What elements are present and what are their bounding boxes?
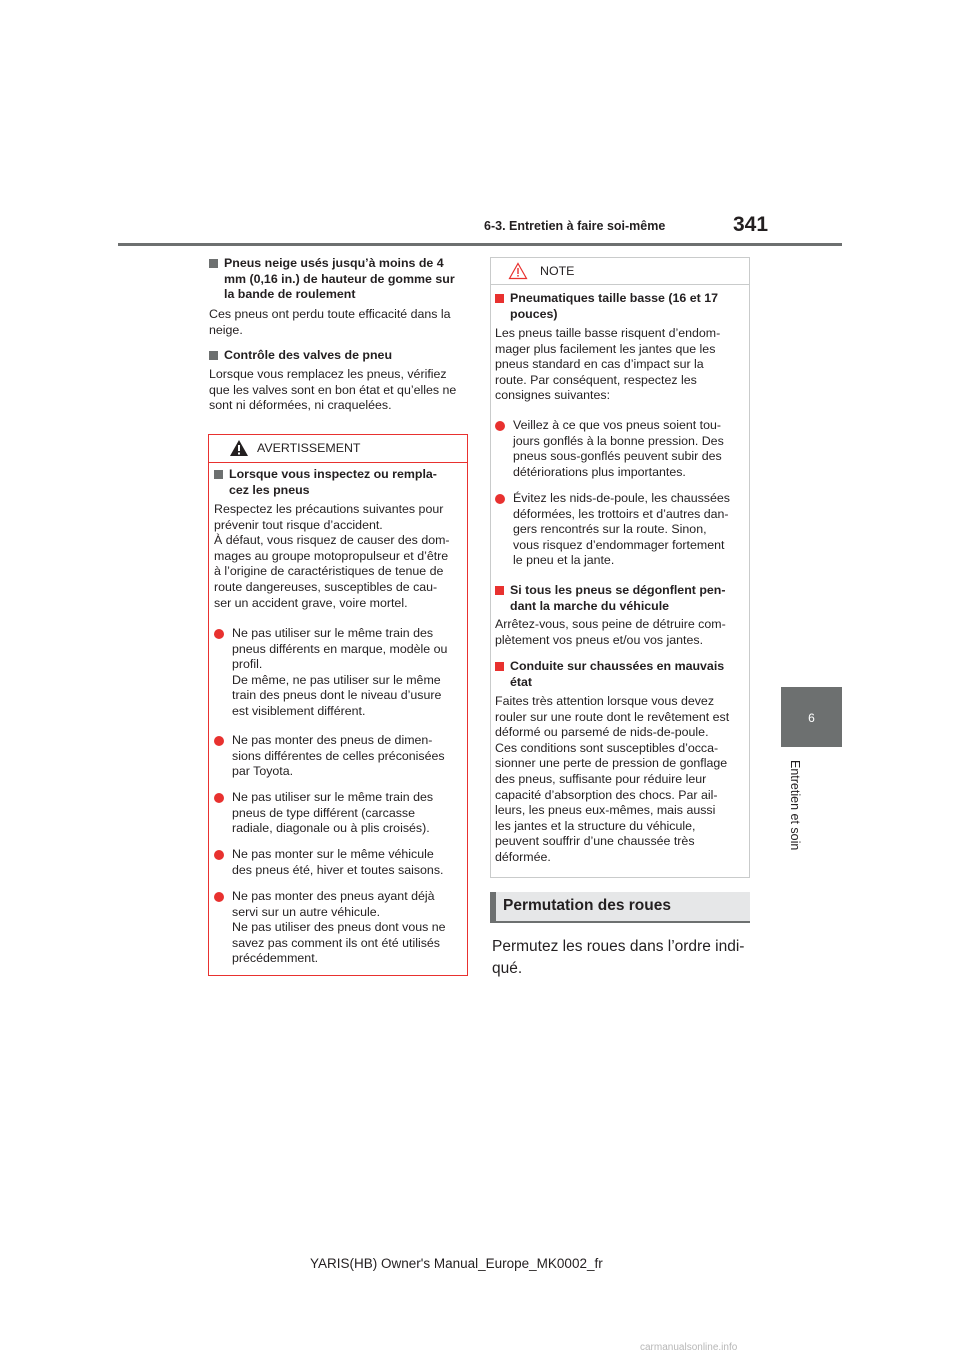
valve-check-body: Lorsque vous remplacez les pneus, vérifiez que les valves sont en bon état et qu’elles ne sont ni déformées, ni craquelées. — [209, 367, 457, 413]
warning-title-bar — [209, 435, 467, 462]
warning-separator — [209, 462, 467, 463]
warning-bullet: Ne pas monter des pneus de dimen- sions différentes de celles préconisées par Toyota. — [214, 733, 482, 780]
section-title-underline — [490, 921, 750, 923]
bullet-dot-icon — [214, 629, 224, 639]
section-heading: 6-3. Entretien à faire soi-même — [484, 219, 666, 233]
tire-wear-body: Ces pneus ont perdu toute efficacité dans la neige. — [209, 307, 451, 337]
warning-heading: Lorsque vous inspectez ou rempla- cez les pneus — [214, 467, 479, 498]
tire-wear-heading: Pneus neige usés jusqu’à moins de 4 mm (0,16 in.) de hauteur de gomme sur la bande de roulement — [209, 256, 484, 303]
chapter-tab-number: 6 — [808, 711, 815, 725]
note-heading-low-profile: Pneumatiques taille basse (16 et 17 pouces) — [495, 291, 760, 322]
note-bullet: Veillez à ce que vos pneus soient tou- jours gonflés à la bonne pression. Des pneus sous-gonflés peuvent subir des détériorations plus importantes. — [495, 418, 763, 480]
bullet-dot-icon — [214, 892, 224, 902]
warning-bullet: Ne pas utiliser sur le même train des pneus différents en marque, modèle ou profil. De même, ne pas utiliser sur le même train des pneus dont le niveau d’usure est visiblement différent. — [214, 626, 482, 720]
note-body-deflation: Arrêtez-vous, sous peine de détruire com- plètement vos pneus et/ou vos jantes. — [495, 617, 726, 647]
note-body-bad-roads: Faites très attention lorsque vous devez rouler sur une route dont le revêtement est déformé ou parsemé de nids-de-poule. Ces conditions sont susceptibles d’occa- sionner une perte de pression de gonflage des pneus, suffisante pour réduire leur capacité d’absorption des chocs. Par ail- leurs, les pneus eux-mêmes, mais aussi les jantes et la structure du véhicule, peuvent souffrir d’une chaussée très déformée. — [495, 694, 730, 864]
warning-intro: Respectez les précautions suivantes pour prévenir tout risque d’accident. À défaut, vous risquez de causer des dom- mages au groupe motopropulseur et d’être à l’origine de caractéristiques de tenue de route dangereuses, susceptibles de cau- ser un accident grave, voire mortel. — [214, 502, 450, 610]
watermark: carmanualsonline.info — [640, 1342, 738, 1353]
header-rule — [118, 243, 842, 246]
square-bullet-icon — [495, 662, 504, 671]
warning-title: AVERTISSEMENT — [257, 441, 361, 455]
square-bullet-icon — [495, 294, 504, 303]
bullet-dot-icon — [495, 421, 505, 431]
square-bullet-icon — [495, 586, 504, 595]
note-body-low-profile: Les pneus taille basse risquent d’endom- mager plus facilement les jantes que les pneus standard en cas d’impact sur la route. Par conséquent, respectez les consignes suivantes: — [495, 326, 721, 403]
warning-bullet: Ne pas monter des pneus ayant déjà servi sur un autre véhicule. Ne pas utiliser des pneus dont vous ne savez pas comment ils ont été utilisés précédemment. — [214, 889, 482, 967]
section-title-accent — [490, 892, 496, 923]
note-bullet: Évitez les nids-de-poule, les chaussées déformées, les trottoirs et d’autres dan- gers rencontrés sur la route. Sinon, vous risquez d’endommager fortement le pneu et la jante. — [495, 491, 763, 569]
caution-triangle-icon — [508, 262, 528, 280]
chapter-tab-label: Entretien et soin — [788, 760, 802, 851]
warning-triangle-icon — [229, 439, 249, 457]
valve-check-heading: Contrôle des valves de pneu — [209, 348, 484, 364]
square-bullet-icon — [214, 470, 223, 479]
bullet-dot-icon — [214, 850, 224, 860]
bullet-dot-icon — [495, 494, 505, 504]
note-title: NOTE — [540, 264, 575, 278]
note-separator — [491, 284, 749, 285]
section-title: Permutation des roues — [503, 897, 671, 914]
warning-bullet: Ne pas utiliser sur le même train des pneus de type différent (carcasse radiale, diagonale ou à plis croisés). — [214, 790, 482, 837]
bullet-dot-icon — [214, 793, 224, 803]
manual-footer: YARIS(HB) Owner's Manual_Europe_MK0002_fr — [310, 1256, 603, 1271]
warning-bullet: Ne pas monter sur le même véhicule des pneus été, hiver et toutes saisons. — [214, 847, 482, 878]
square-bullet-icon — [209, 259, 218, 268]
page-number: 341 — [733, 213, 769, 236]
square-bullet-icon — [209, 351, 218, 360]
note-heading-bad-roads: Conduite sur chaussées en mauvais état — [495, 659, 760, 690]
note-heading-deflation: Si tous les pneus se dégonflent pen- dant la marche du véhicule — [495, 583, 760, 614]
permutation-body: Permutez les roues dans l’ordre indi- qué. — [492, 938, 745, 977]
bullet-dot-icon — [214, 736, 224, 746]
